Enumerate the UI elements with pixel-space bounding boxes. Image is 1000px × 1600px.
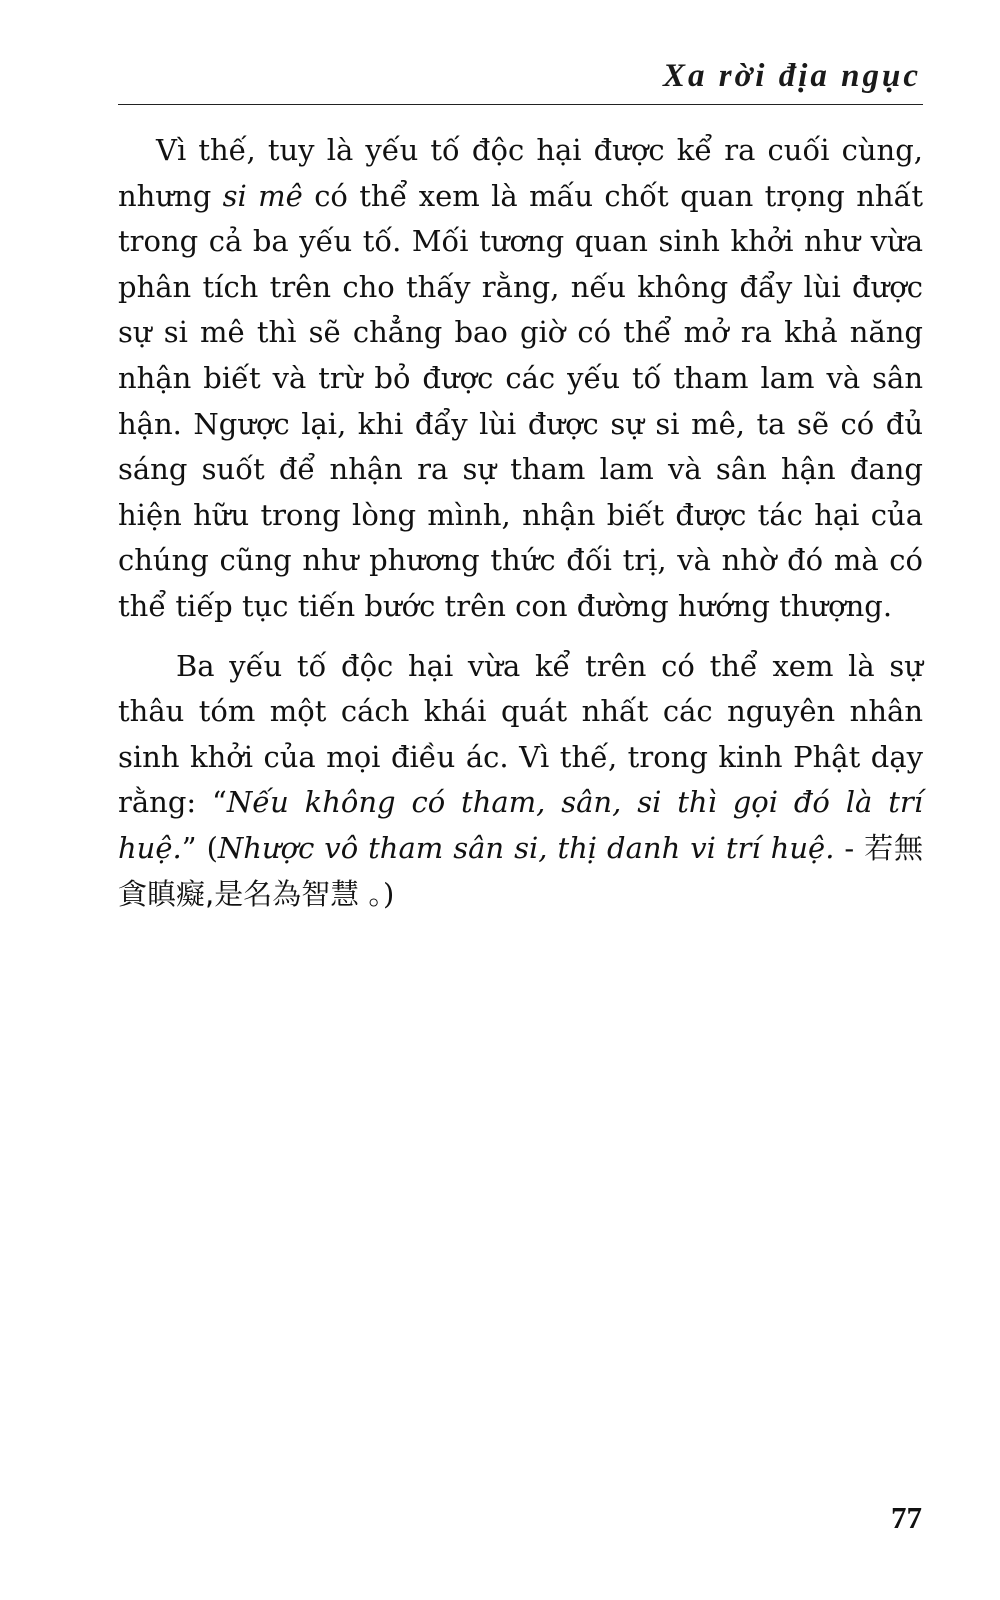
- paragraph-1-text-end: có thể xem là mấu chốt quan trọng nhất trong cả ba yếu tố. Mối tương quan sinh khởi như vừa phân tích trên cho thấy rằng, nếu không đẩy lùi được sự si mê thì sẽ chẳng bao giờ có thể mở ra khả năng nhận biết và trừ bỏ được các yếu tố tham lam và sân hận. Ngược lại, khi đẩy lùi được sự si mê, ta sẽ có đủ sáng suốt để nhận ra sự tham lam và sân hận đang hiện hữu trong lòng mình, nhận biết được tác hại của chúng cũng như phương thức đối trị, và nhờ đó mà có thể tiếp tục tiến bước trên con đường hướng thượng.: [118, 178, 923, 623]
- paragraph-2-dash: -: [834, 830, 865, 865]
- paragraph-1: [118, 128, 923, 630]
- running-header-title: Xa rời địa ngục: [662, 58, 921, 94]
- paragraph-1-emphasis: si mê: [222, 178, 303, 213]
- paragraph-2-chinese: 若無貪瞋癡,是名為智慧 。: [118, 830, 923, 911]
- paragraph-2-han-viet: Nhược vô tham sân si, thị danh vi trí huệ.: [217, 830, 835, 865]
- paragraph-1-text-start: Vì thế, tuy là yếu tố độc hại được kể ra cuối cùng, nhưng: [118, 133, 923, 213]
- paragraph-2-text-start: Ba yếu tố độc hại vừa kể trên có thể xem là sự thâu tóm một cách khái quát nhất các nguyên nhân sinh khởi của mọi điều ác. Vì thế, trong kinh Phật dạy rằng: “: [118, 648, 923, 820]
- paragraph-2-paren-close: ): [382, 876, 395, 911]
- running-header: [118, 56, 923, 105]
- paragraph-2: [118, 644, 923, 918]
- body-text: [118, 128, 923, 917]
- paragraph-2-quote-close: ” (: [181, 830, 218, 865]
- page-number: 77: [891, 1500, 922, 1535]
- paragraph-2-quote: Nếu không có tham, sân, si thì gọi đó là trí huệ.: [118, 785, 923, 865]
